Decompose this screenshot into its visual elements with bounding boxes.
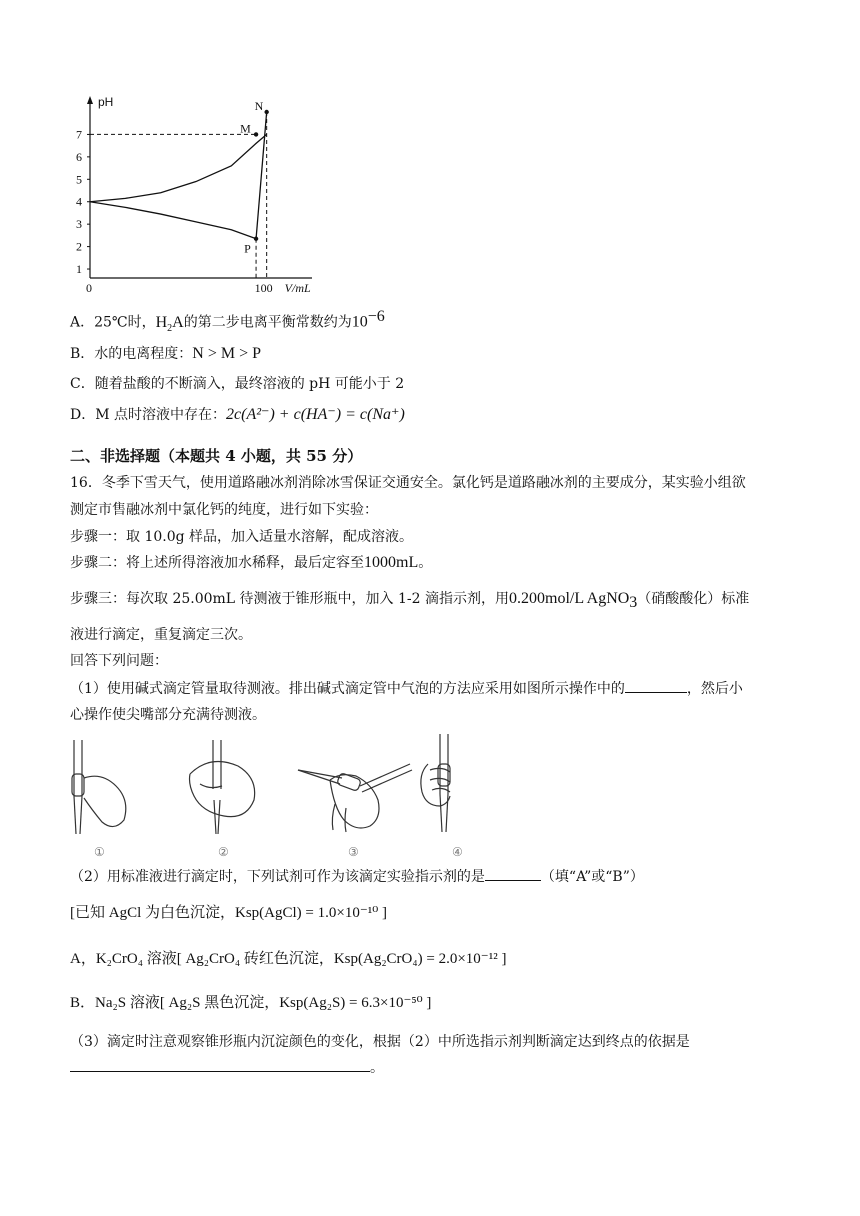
curve-M <box>90 134 267 201</box>
point-label-P: P <box>244 241 251 256</box>
question-1-cont: 心操作使尖嘴部分充满待测液。 <box>70 707 266 723</box>
point-label-M: M <box>240 121 251 136</box>
y-tick-label-7: 7 <box>76 127 82 142</box>
option-b <box>70 343 261 365</box>
burette-operations-figure <box>60 734 480 864</box>
option-b-prefix: B．水的电离程度： <box>70 346 193 362</box>
q16-intro-2: 测定市售融冰剂中氯化钙的纯度，进行如下实验： <box>70 502 378 518</box>
y-tick-label-4: 4 <box>76 194 82 209</box>
op-label-1: ① <box>94 845 105 859</box>
option-a-prefix: A．25℃时， <box>70 314 156 331</box>
step-3-cont: 液进行滴定，重复滴定三次。 <box>70 627 252 643</box>
formula-tail: A <box>172 313 184 331</box>
question-2 <box>70 866 644 888</box>
option-a <box>70 306 385 340</box>
point-N <box>264 110 268 114</box>
op-label-3: ③ <box>348 845 359 859</box>
op-label-4: ④ <box>452 845 463 859</box>
y-axis-arrow <box>87 96 93 104</box>
question-1-tail: ，然后小 <box>686 681 743 697</box>
y-axis-label: pH <box>98 95 114 109</box>
x-tick-label-0: 0 <box>86 281 92 295</box>
op-label-2: ② <box>218 845 229 859</box>
option-b-expr: N > M > P <box>192 345 262 362</box>
section-title: 二、非选择题（本题共 4 小题，共 55 分） <box>70 447 363 465</box>
question-3-answer-line <box>70 1057 384 1079</box>
question-3-tail: 。 <box>370 1060 384 1076</box>
curve-N <box>256 112 267 239</box>
y-tick-label-3: 3 <box>76 217 82 232</box>
step-1: 步骤一：取 10.0g 样品，加入适量水溶解，配成溶液。 <box>70 529 414 545</box>
known-condition: [已知 AgCl 为白色沉淀，Ksp(AgCl) = 1.0×10⁻¹⁰ ] <box>70 905 388 921</box>
option-a-mid: 的第二步电离平衡常数约为 <box>183 314 352 331</box>
y-tick-label-5: 5 <box>76 172 82 187</box>
option-d-expr: 2c(A²⁻) + c(HA⁻) = c(Na⁺) <box>226 406 405 423</box>
y-tick-label-2: 2 <box>76 239 82 254</box>
option-a-exponent: −6 <box>367 308 385 325</box>
step-3 <box>70 588 749 614</box>
step-2-text: 步骤二：将上述所得溶液加水稀释，最后定容至 <box>70 555 364 571</box>
question-2-text: （2）用标准液进行滴定时，下列试剂可作为该滴定实验指示剂的是 <box>70 869 485 885</box>
step-2-end: 。 <box>418 555 433 571</box>
option-d <box>70 404 405 426</box>
option-a-value: 10 <box>351 313 368 331</box>
step-2-volume: 1000mL <box>364 554 419 571</box>
operation-2-illustration <box>190 740 255 834</box>
answer-blank-2[interactable] <box>485 866 541 881</box>
option-d-prefix: D．M 点时溶液中存在： <box>70 407 227 423</box>
answer-blank-1[interactable] <box>625 678 687 693</box>
step-3-text: 步骤三：每次取 25.00mL 待测液于锥形瓶中，加入 1-2 滴指示剂，用 <box>70 591 509 607</box>
x-axis-label: V/mL <box>284 281 311 295</box>
formula-h: H <box>155 313 168 331</box>
question-2-tail: （填“A”或“B”） <box>540 869 644 885</box>
indicator-option-b: B．Na₂S 溶液[ Ag₂S 黑色沉淀，Ksp(Ag₂S) = 6.3×10⁻⁵⁰ ] <box>70 995 432 1011</box>
point-M <box>254 132 258 136</box>
point-label-N: N <box>254 99 264 113</box>
option-c: C．随着盐酸的不断滴入，最终溶液的 pH 可能小于 2 <box>70 376 405 392</box>
ph-titration-chart <box>62 92 322 298</box>
x-tick-label-100: 100 <box>254 281 273 295</box>
step-2 <box>70 552 432 574</box>
curve-P <box>90 202 256 239</box>
point-P <box>254 237 258 241</box>
operation-1-illustration <box>72 740 126 834</box>
question-3: （3）滴定时注意观察锥形瓶内沉淀颜色的变化，根据（2）中所选指示剂判断滴定达到终点的依据是 <box>70 1034 690 1050</box>
operation-4-illustration <box>421 734 450 832</box>
step-3-sub: 3 <box>629 593 638 611</box>
question-1-text: （1）使用碱式滴定管量取待测液。排出碱式滴定管中气泡的方法应采用如图所示操作中的 <box>70 681 625 697</box>
step-3-reagent: 0.200mol/L AgNO <box>509 590 630 607</box>
question-1 <box>70 678 743 700</box>
q16-intro-1: 16．冬季下雪天气，使用道路融冰剂消除冰雪保证交通安全。氯化钙是道路融冰剂的主要成分，某实验小组欲 <box>70 475 746 491</box>
indicator-option-a: A，K₂CrO₄ 溶液[ Ag₂CrO₄ 砖红色沉淀，Ksp(Ag₂CrO₄) = 2.0×10⁻¹² ] <box>70 951 507 967</box>
step-3-tail: （硝酸酸化）标准 <box>637 591 750 607</box>
formula-sub: 2 <box>167 322 173 334</box>
y-tick-label-1: 1 <box>76 262 82 277</box>
operation-3-illustration <box>298 764 412 832</box>
y-tick-label-6: 6 <box>76 149 82 164</box>
answer-blank-3[interactable] <box>70 1057 370 1072</box>
answer-prompt: 回答下列问题： <box>70 653 168 669</box>
